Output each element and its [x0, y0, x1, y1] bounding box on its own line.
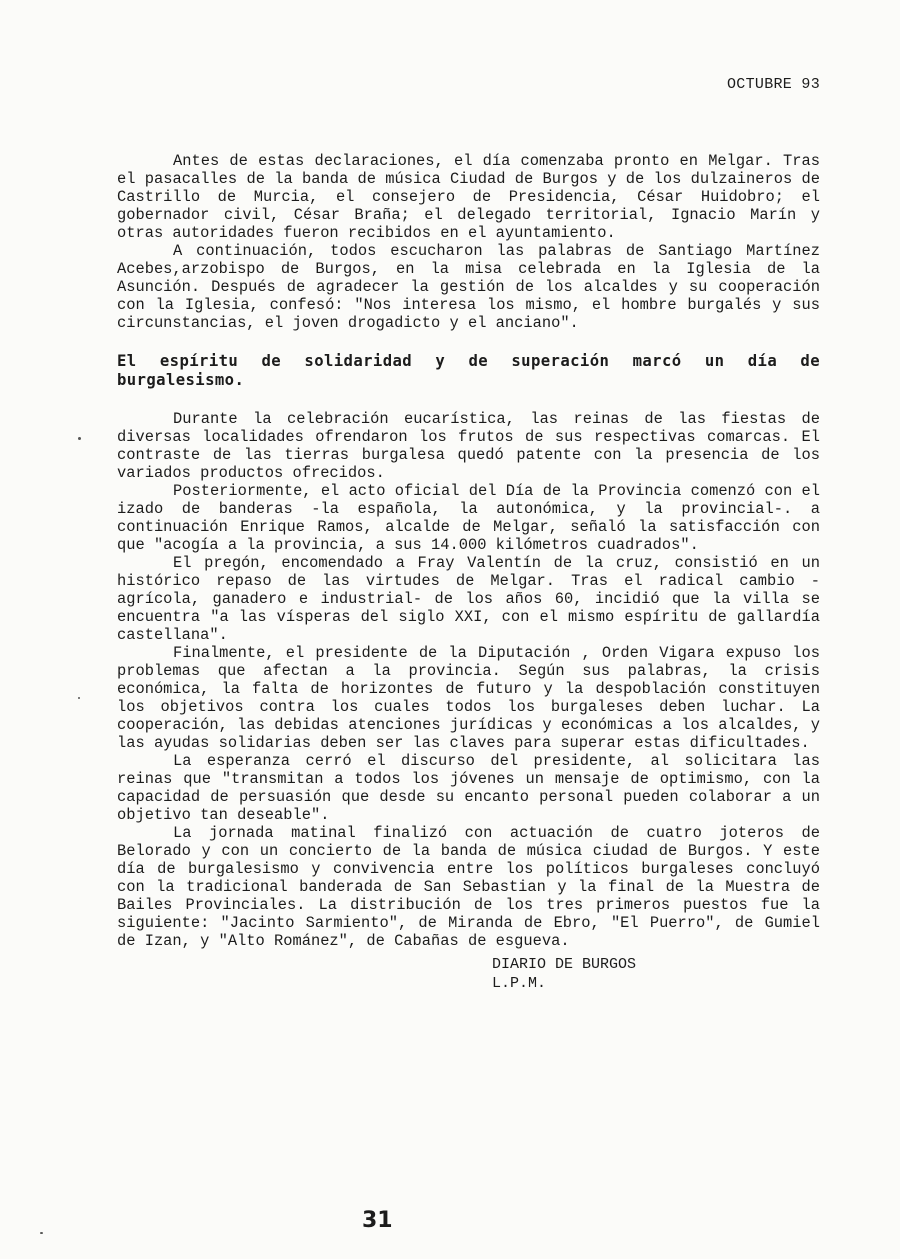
- paragraph: Antes de estas declaraciones, el día comenzaba pronto en Melgar. Tras el pasacalles de la banda de música Ciudad de Burgos y de los dulzaineros de Castrillo de Murcia, el consejero de Presidencia, César Huidobro; el gobernador civil, César Braña; el delegado territorial, Ignacio Marín y otras autoridades fueron recibidos en el ayuntamiento.: [117, 152, 820, 242]
- page-number: 31: [362, 1208, 393, 1233]
- paragraph: Durante la celebración eucarística, las reinas de las fiestas de diversas localidades ofrendaron los frutos de sus respectivas comarcas. El contraste de las tierras burgalesa quedó patente con la presencia de los variados productos ofrecidos.: [117, 410, 820, 482]
- source-name: DIARIO DE BURGOS: [492, 956, 637, 973]
- scan-speck: [78, 697, 80, 699]
- signature-block: [492, 955, 636, 993]
- paragraph: Posteriormente, el acto oficial del Día de la Provincia comenzó con el izado de banderas -la española, la autonómica, y la provincial-. a continuación Enrique Ramos, alcalde de Melgar, señaló la satisfacción con que "acogía a la provincia, a sus 14.000 kilómetros cuadrados".: [117, 482, 820, 554]
- paragraph: Finalmente, el presidente de la Diputación , Orden Vigara expuso los problemas que afectan a la provincia. Según sus palabras, la crisis económica, la falta de horizontes de futuro y la despoblación constituyen los objetivos contra los cuales todos los burgaleses deben luchar. La cooperación, las debidas atenciones jurídicas y económicas a los alcaldes, y las ayudas solidarias deben ser las claves para superar estas dificultades.: [117, 644, 820, 752]
- paragraph: La jornada matinal finalizó con actuación de cuatro joteros de Belorado y con un concierto de la banda de música ciudad de Burgos. Y este día de burgalesismo y convivencia entre los políticos burgaleses concluyó con la tradicional banderada de San Sebastian y la final de la Muestra de Bailes Provinciales. La distribución de los tres primeros puestos fue la siguiente: "Jacinto Sarmiento", de Miranda de Ebro, "El Puerro", de Gumiel de Izan, y "Alto Románez", de Cabañas de esgueva.: [117, 824, 820, 950]
- paragraph: A continuación, todos escucharon las palabras de Santiago Martínez Acebes,arzobispo de Burgos, en la misa celebrada en la Iglesia de la Asunción. Después de agradecer la gestión de los alcaldes y su cooperación con la Iglesia, confesó: "Nos interesa los mismo, el hombre burgalés y sus circunstancias, el joven drogadicto y el anciano".: [117, 242, 820, 332]
- article-body: [117, 152, 820, 950]
- paragraph: El pregón, encomendado a Fray Valentín de la cruz, consistió en un histórico repaso de las virtudes de Melgar. Tras el radical cambio -agrícola, ganadero e industrial- de los años 60, incidió que la villa se encuentra "a las vísperas del siglo XXI, con el mismo espíritu de gallardía castellana".: [117, 554, 820, 644]
- paragraph: La esperanza cerró el discurso del presidente, al solicitara las reinas que "transmitan a todos los jóvenes un mensaje de optimismo, con la capacidad de persuasión que desde su encanto personal pueden colaborar a un objetivo tan deseable".: [117, 752, 820, 824]
- section-heading: El espíritu de solidaridad y de superación marcó un día de burgalesismo.: [117, 352, 820, 389]
- scan-speck: [40, 1232, 43, 1234]
- issue-date: OCTUBRE 93: [726, 76, 820, 93]
- scan-speck: [78, 437, 81, 440]
- author-initials: L.P.M.: [492, 975, 547, 992]
